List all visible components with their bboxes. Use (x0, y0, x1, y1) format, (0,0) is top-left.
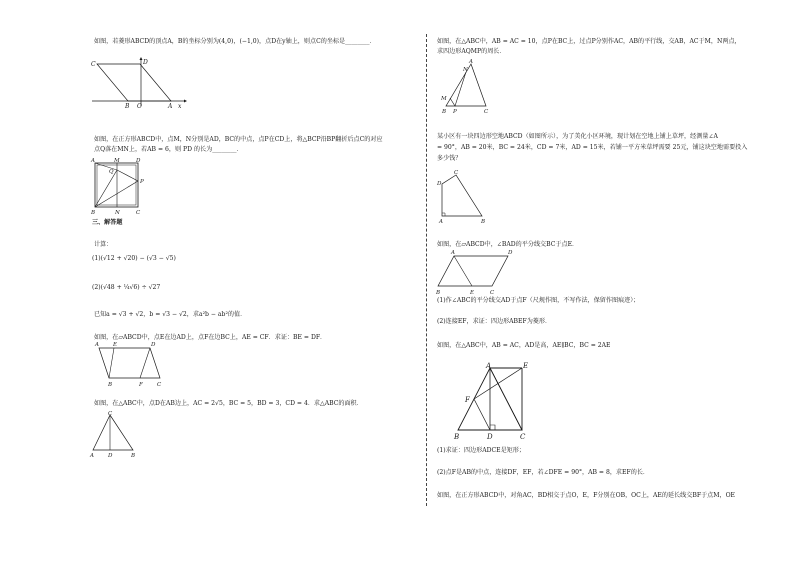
label-P: P (140, 179, 144, 185)
label-C: C (91, 61, 96, 68)
label-D: D (136, 158, 141, 164)
label-C: C (520, 433, 526, 441)
question-bisector-part2: (2)连接EF，求证：四边形ABEF为菱形． (437, 318, 552, 325)
label-C: C (484, 109, 489, 115)
label-D: D (151, 342, 156, 348)
label-C: C (454, 170, 459, 176)
figure-parallelogram-bisector (434, 248, 524, 296)
label-A: A (95, 342, 99, 348)
section-heading-solve: 三、解答题 (92, 219, 123, 226)
label-D: D (508, 250, 513, 256)
figure-parallelogram-ef (94, 340, 166, 390)
label-B: B (481, 219, 486, 225)
question-rhombus: 如图，若菱形ABCD的顶点A，B的坐标分别为(4,0)，(−1,0)，点D在y轴上，则点C的坐标是________． (94, 38, 376, 45)
label-D: D (108, 453, 113, 459)
label-B: B (125, 103, 130, 110)
column-divider (426, 34, 427, 506)
label-D: D (437, 181, 442, 187)
label-A: A (90, 453, 94, 459)
label-M: M (114, 158, 120, 164)
figure-triangle-mpn (438, 58, 494, 114)
label-M: M (441, 96, 447, 102)
calc-item-2: (2)(√48 + ¼√6) ÷ √27 (92, 284, 161, 291)
question-rectangle-part2: (2)点F是AB的中点，连接DF，EF，若∠DFE = 90°，AB = 8，求EF的长． (437, 469, 649, 476)
label-N: N (463, 67, 468, 73)
question-lawn-line3: 多少钱？ (437, 155, 462, 162)
label-x: x (178, 103, 182, 110)
label-A: A (451, 250, 455, 256)
label-D: D (143, 59, 148, 66)
label-C: C (157, 382, 162, 388)
label-O: O (137, 103, 142, 110)
label-C: C (136, 210, 141, 216)
label-F: F (465, 396, 470, 404)
question-square-fold-line2: 点Q落在MN上，若AB = 6，则 PD 的长为________． (94, 146, 243, 153)
label-A: A (168, 103, 173, 110)
label-Q: Q (109, 169, 114, 175)
question-square-last: 如图，在正方形ABCD中，对角AC，BD相交于点O，E，F分别在OB，OC上，AE的延长线交BF于点M，OE (437, 492, 736, 499)
calc-title: 计算： (94, 241, 113, 248)
figure-triangle-abc (88, 410, 144, 460)
label-D: D (487, 433, 493, 441)
label-B: B (131, 453, 136, 459)
label-E: E (113, 342, 118, 348)
label-A: A (469, 59, 473, 65)
question-value: 已知a = √3 + √2，b = √3 − √2，求a²b − ab²的值． (94, 311, 247, 318)
label-B: B (454, 433, 460, 441)
figure-triangle-rectangle (450, 360, 534, 442)
label-A: A (439, 219, 443, 225)
figure-square-fold (90, 156, 150, 218)
calc-item-1: (1)(√12 + √20) − (√3 − √5) (92, 255, 176, 262)
question-square-fold-line1: 如图，在正方形ABCD中，点M，N分别是AD，BC的中点，点P在CD上，将△BCP沿BP翻折后点C的对应 (94, 136, 383, 143)
label-A: A (91, 158, 95, 164)
question-parallel-lines-2: 求四边形AQMP的周长． (437, 48, 506, 55)
label-P: P (453, 109, 457, 115)
question-rectangle-part1: (1)求证：四边形ADCE是矩形； (437, 447, 525, 454)
label-B: B (436, 290, 441, 296)
label-F: F (139, 382, 143, 388)
question-lawn-line1: 某小区有一块四边形空地ABCD（如图所示），为了美化小区环境，现计划在空地上铺上草坪，经测量∠A (437, 133, 718, 140)
question-lawn-line2: = 90°，AB = 20米，BC = 24米，CD = 7米，AD = 15米，若铺一平方米草坪需要 25元，铺这块空地需要投入 (437, 144, 748, 151)
label-E: E (523, 362, 529, 370)
label-B: B (91, 210, 96, 216)
label-C: C (490, 290, 495, 296)
label-C: C (108, 411, 113, 417)
figure-quadrilateral-lawn (436, 166, 492, 224)
question-parallelogram-equal: 如图，在▱ABCD中，点E在边AD上，点F在边BC上，AE = CF．求证：BE = DF． (94, 334, 327, 341)
label-N: N (115, 210, 120, 216)
question-rectangle: 如图，在△ABC中，AB = AC，AD是高，AE∥BC，BC = 2AE (437, 342, 611, 349)
question-bisector-part1: (1)作∠ABC的平分线交AD于点F（尺规作图，不写作法，保留作图痕迹）； (437, 297, 640, 304)
figure-rhombus-axes (88, 56, 188, 108)
label-B: B (442, 109, 447, 115)
label-E: E (470, 290, 475, 296)
question-parallel-lines-1: 如图，在△ABC中，AB = AC = 10，点P在BC上，过点P分别作AC，AB的平行线，交AB，AC于M，N两点， (437, 38, 741, 45)
question-triangle-area: 如图，在△ABC中，点D在AB边上，AC = 2√5，BC = 5，BD = 3，CD = 4．求△ABC的面积． (94, 400, 363, 407)
label-A: A (486, 362, 492, 370)
question-bisector: 如图，在▱ABCD中，∠BAD的平分线交BC于点E． (437, 241, 579, 248)
label-B: B (108, 382, 113, 388)
